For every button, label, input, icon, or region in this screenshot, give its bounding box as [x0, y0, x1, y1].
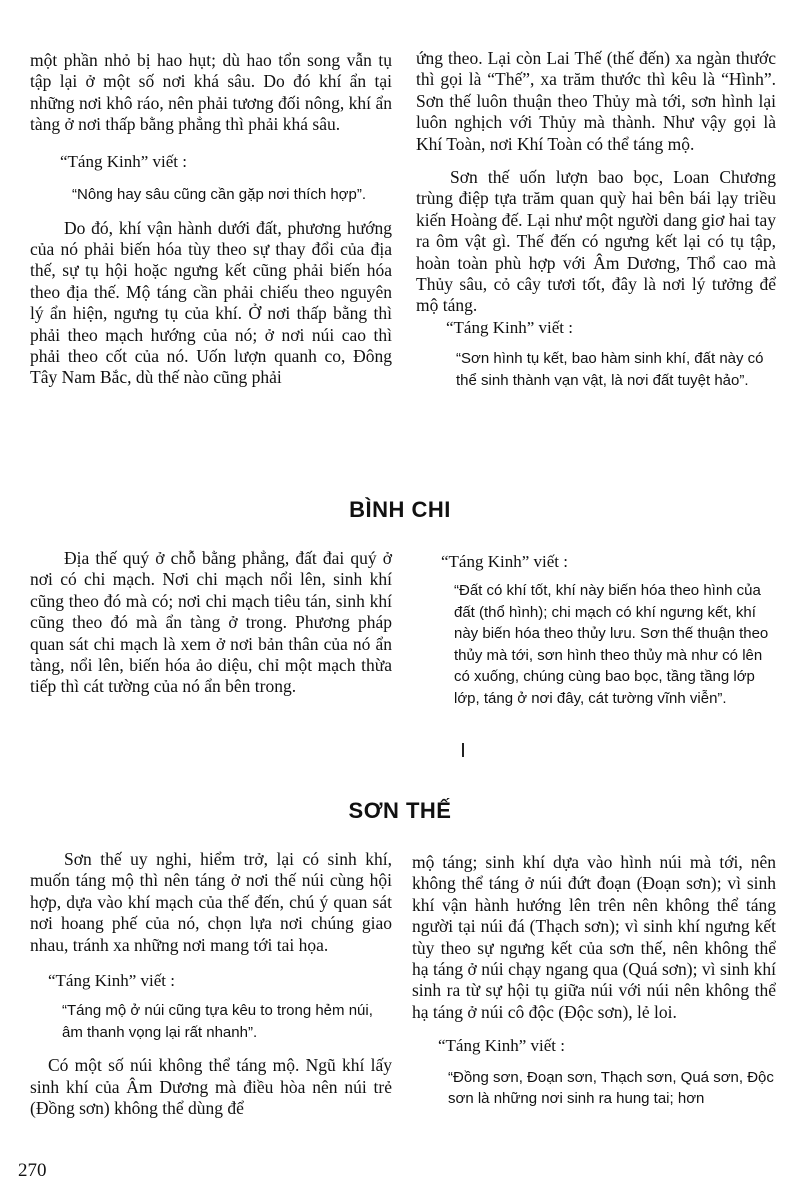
quote-text: “Nông hay sâu cũng cần gặp nơi thích hợp”.: [72, 186, 367, 204]
stray-mark: [462, 743, 464, 757]
quote-text: “Đồng sơn, Đoạn sơn, Thạch sơn, Quá sơn, Độc sơn là những nơi sinh ra hung tai; hơn: [448, 1068, 774, 1108]
section-heading-binh-chi: BÌNH CHI: [349, 497, 451, 522]
paragraph: Có một số núi không thể táng mộ. Ngũ khí lấy sinh khí của Âm Dương mà điều hòa nên núi trẻ (Đồng sơn) không thể dùng để: [30, 1055, 392, 1119]
quote-label: “Táng Kinh” viết :: [60, 151, 187, 171]
quote-text: “Táng mộ ở núi cũng tựa kêu to trong hẻm núi, âm thanh vọng lại rất nhanh”.: [62, 1002, 373, 1041]
section1-left-column: [30, 50, 392, 389]
section2-left-column: [30, 548, 392, 698]
quote-label: “Táng Kinh” viết :: [446, 317, 573, 337]
paragraph: Sơn thế uốn lượn bao bọc, Loan Chương trùng điệp tựa trăm quan quỳ hai bên bái lạy triều kiến Hoàng đế. Lại như một người dang giơ hai tay ra ôm vật gì. Thế đến có ngưng kết lại có tụ tập, hoàn toàn phù hợp với Âm Dương, Thổ cao mà Thủy sâu, cỏ cây tươi tốt, đây là nơi lý tưởng để mộ táng.: [416, 167, 776, 316]
quote-label: “Táng Kinh” viết :: [48, 971, 175, 991]
quote-text: “Đất có khí tốt, khí này biến hóa theo hình của đất (thổ hình); chi mạch có khí ngưng kết, khí này biến hóa theo thủy lưu. Sơn thế thuận theo thủy mà tới, sơn hình theo thủy mà như có lên có xuống, chúng cùng bao bọc, tầng tầng lớp lớp, táng ở nơi đây, cát tường vĩnh viễn”.: [454, 582, 769, 707]
paragraph: Sơn thế uy nghi, hiểm trở, lại có sinh khí, muốn táng mộ thì nên táng ở nơi thế núi cùng hội hợp, dựa vào khí mạch của thế đến, chú ý quan sát nơi hoang phế của nó, chọn lựa nơi chúng giao nhau, tránh xa những nơi mang tới tai họa.: [30, 849, 392, 955]
page-number: 270: [18, 1160, 47, 1181]
paragraph: Do đó, khí vận hành dưới đất, phương hướng của nó phải biến hóa tùy theo sự thay đổi của địa thế, sự tụ hội hoặc ngưng kết cũng phải biến hóa theo địa thế. Mộ táng cần phải chiếu theo nguyên lý ẩn hiện, ngưng tụ của khí. Ở nơi thấp bằng thì phải theo mạch hướng của nó; ở nơi núi cao thì phải theo cốt của nó. Uốn lượn quanh co, Đông Tây Nam Bắc, dù thế nào cũng phải: [30, 217, 392, 388]
section3-left-column: [30, 849, 392, 1120]
paragraph: mộ táng; sinh khí dựa vào hình núi mà tới, nên không thể táng ở núi đứt đoạn (Đoạn sơn); vì sinh khí vận hành hướng lên trên nên không thể táng người tại núi đá (Thạch sơn); vì sinh khí ngưng kết tùy theo sự ngưng kết của sơn thế, nên không thể hạ táng ở núi chạy ngang qua (Quá sơn); vì sinh khí sinh ra từ sự hội tụ giữa núi với núi nên không thể hạ táng ở núi cô độc (Độc sơn), lẻ loi.: [412, 852, 776, 1022]
paragraph: một phần nhỏ bị hao hụt; dù hao tổn song vẫn tụ tập lại ở một số nơi khá sâu. Do đó khí ẩn tại những nơi khô ráo, nên phải tương đối nông, khí ẩn tàng ở nơi thấp bằng phẳng thì phải khá sâu.: [30, 50, 392, 135]
section2-right-column: [416, 551, 776, 709]
quote-text: “Sơn hình tụ kết, bao hàm sinh khí, đất này có thể sinh thành vạn vật, là nơi đất tuyệt hảo”.: [456, 350, 764, 389]
section1-right-column: [416, 48, 776, 391]
quote-label: “Táng Kinh” viết :: [438, 1036, 565, 1056]
paragraph: Địa thế quý ở chỗ bằng phẳng, đất đai quý ở nơi có chi mạch. Nơi chi mạch nổi lên, sinh khí cũng theo đó mà có; nơi chi mạch tiêu tán, sinh khí cũng theo đó mà ẩn tàng ở trong. Phương pháp quan sát chi mạch là xem ở nơi bản thân của nó ẩn tàng, nổi lên, biến hóa ảo diệu, chỉ một mạch thừa tiếp thì cát tường của nó ẩn bên trong.: [30, 548, 392, 697]
paragraph: ứng theo. Lại còn Lai Thế (thế đến) xa ngàn thước thì gọi là “Thế”, xa trăm thước thì kêu là “Hình”. Sơn thế luôn thuận theo Thủy mà tới, sơn hình lại luôn nghịch với Thủy mà thành. Như vậy gọi là Khí Toàn, nơi Khí Toàn có thể táng mộ.: [416, 48, 776, 154]
section3-right-column: [412, 852, 776, 1110]
section-heading-son-the: SƠN THẾ: [348, 798, 452, 823]
quote-label: “Táng Kinh” viết :: [441, 552, 568, 571]
